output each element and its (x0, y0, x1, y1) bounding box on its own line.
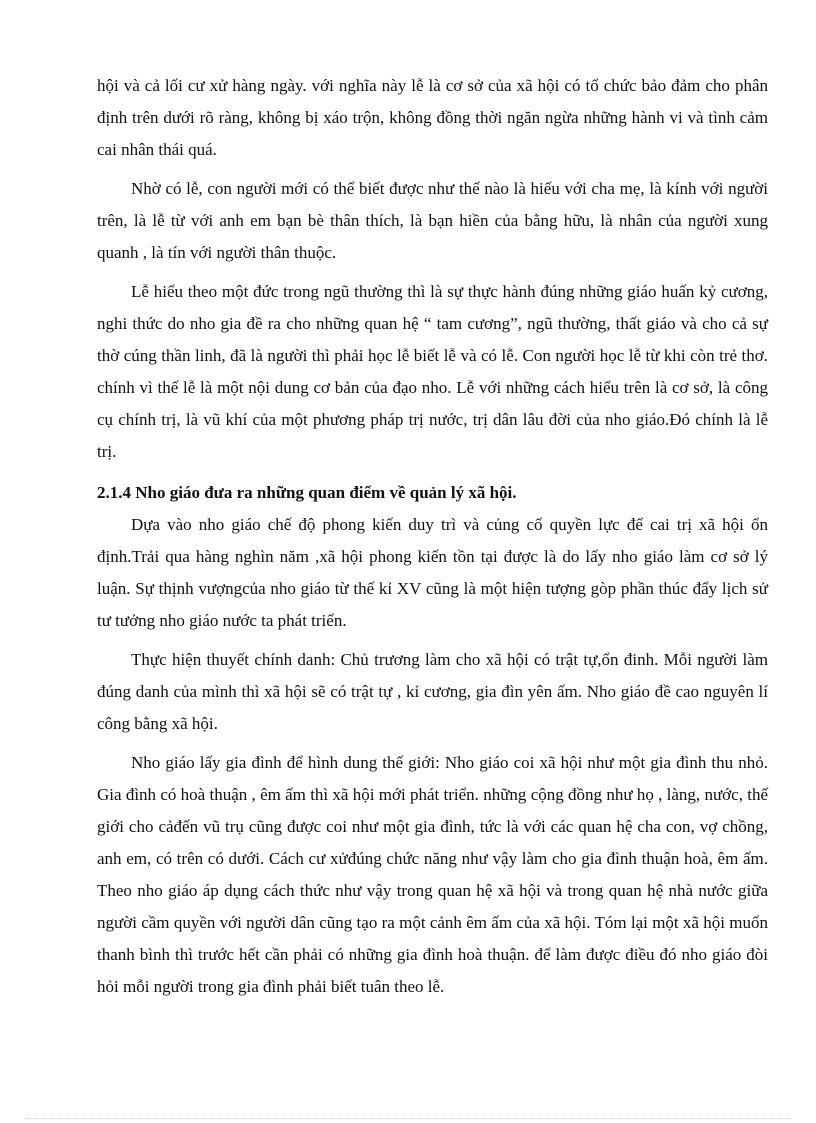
page-bottom-divider (25, 1118, 791, 1119)
document-body (97, 70, 768, 1003)
paragraph-le-hieu-theo: Lễ hiểu theo một đức trong ngũ thường thì là sự thực hành đúng những giáo huấn kỷ cương, nghi thức do nho gia đề ra cho những quan hệ “ tam cương”, ngũ thường, thất giáo và cho cả sự thờ cúng thần linh, đã là người thì phải học lễ biết lễ và có lễ. Con người học lễ từ khi còn trẻ thơ. chính vì thế lễ là một nội dung cơ bản của đạo nho. Lễ với những cách hiểu trên là cơ sở, là công cụ chính trị, là vũ khí của một phương pháp trị nước, trị dân lâu đời của nho giáo.Đó chính là lễ trị. (97, 282, 768, 461)
paragraph-nho-co-le: Nhờ có lễ, con người mới có thể biết được như thế nào là hiếu với cha mẹ, là kính với người trên, là lễ từ với anh em bạn bè thân thích, là bạn hiền của bằng hữu, là nhân của người xung quanh , là tín với người thân thuộc. (97, 179, 768, 262)
paragraph-thuyet-chinh-danh: Thực hiện thuyết chính danh: Chủ trương làm cho xã hội có trật tự,ổn đinh. Mỗi người làm đúng danh của mình thì xã hội sẽ có trật tự , kỉ cương, gia đìn yên ấm. Nho giáo đề cao nguyên lí công bằng xã hội. (97, 650, 768, 733)
paragraph-dua-vao-nho-giao: Dựa vào nho giáo chế độ phong kiến duy trì và củng cố quyền lực để cai trị xã hội ổn định.Trải qua hàng nghìn năm ,xã hội phong kiến tồn tại được là do lấy nho giáo làm cơ sở lý luận. Sự thịnh vượngcủa nho giáo từ thế kỉ XV cũng là một hiện tượng gòp phần thúc đẩy lịch sử tư tưởng nho giáo nước ta phát triển. (97, 515, 768, 630)
section-heading: 2.1.4 Nho giáo đưa ra những quan điểm về quản lý xã hội. (97, 483, 517, 502)
paragraph-gia-dinh-the-gioi: Nho giáo lấy gia đình để hình dung thế giới: Nho giáo coi xã hội như một gia đình thu nhỏ. Gia đình có hoà thuận , êm ấm thì xã hội mới phát triển. những cộng đồng như họ , làng, nước, thế giới cho cảđến vũ trụ cũng được coi như một gia đình, tức là với các quan hệ cha con, vợ chồng, anh em, có trên có dưới. Cách cư xửđúng chức năng như vậy làm cho gia đình thuận hoà, êm ấm. Theo nho giáo áp dụng cách thức như vậy trong quan hệ xã hội và trong quan hệ nhà nước giữa người cầm quyền với người dân cũng tạo ra một cảnh êm ấm của xã hội. Tóm lại một xã hội muốn thanh bình thì trước hết cần phải có những gia đình hoà thuận. để làm được điều đó nho giáo đòi hỏi mỗi người trong gia đình phải biết tuân theo lễ. (97, 753, 768, 996)
paragraph-continuation: hội và cả lối cư xử hàng ngày. với nghĩa này lễ là cơ sở của xã hội có tổ chức bảo đảm cho phân định trên dưới rõ ràng, không bị xáo trộn, không đồng thời ngăn ngừa những hành vi và tình cảm cai nhân thái quá. (97, 76, 768, 159)
